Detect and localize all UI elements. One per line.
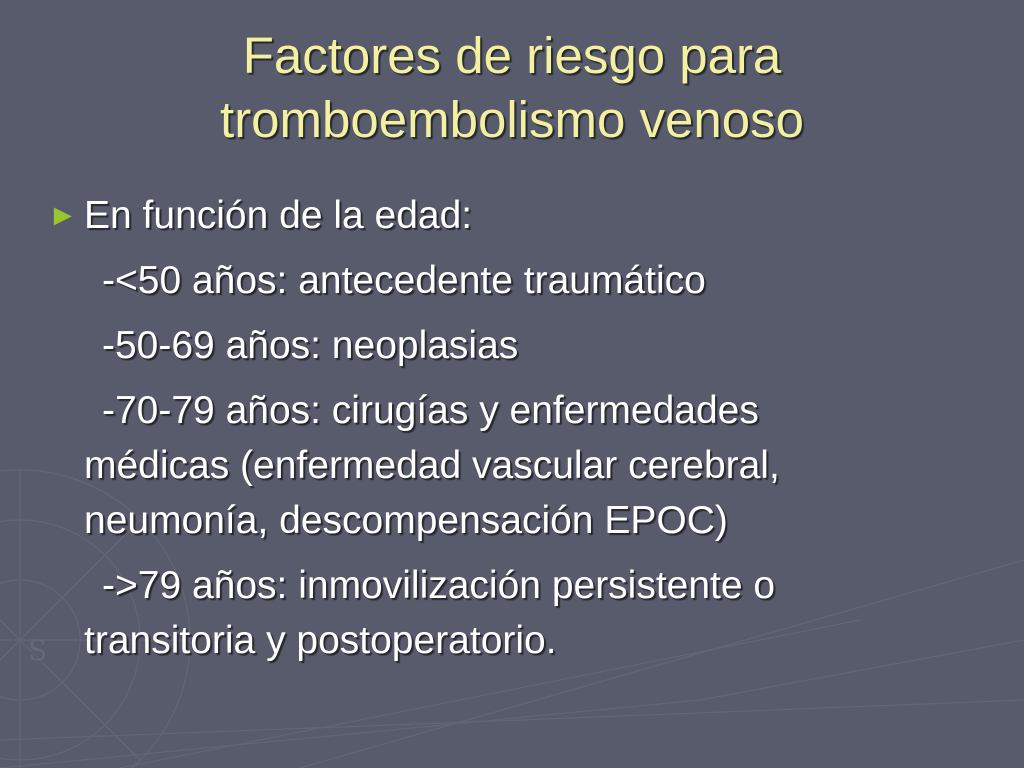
list-item-line: -50-69 años: neoplasias — [102, 324, 519, 367]
list-item — [84, 318, 964, 373]
list-item-line: -<50 años: antecedente traumático — [102, 259, 706, 302]
list-item-line: ->79 años: inmovilización persistente o — [102, 564, 776, 607]
list-item — [84, 383, 964, 548]
bullet-heading: En función de la edad: — [84, 194, 473, 237]
list-item-line: transitoria y postoperatorio. — [84, 619, 557, 662]
slide-title — [60, 24, 964, 152]
slide-body — [84, 188, 964, 668]
title-line: Factores de riesgo para — [242, 27, 782, 84]
title-line: tromboembolismo venoso — [220, 91, 804, 148]
list-item-line: neumonía, descompensación EPOC) — [84, 499, 728, 542]
svg-text:S: S — [28, 634, 48, 667]
arrow-bullet-icon: ► — [48, 199, 78, 232]
list-item — [84, 558, 964, 668]
list-item-line: -70-79 años: cirugías y enfermedades — [102, 389, 759, 432]
list-item-line: médicas (enfermedad vascular cerebral, — [84, 444, 780, 487]
list-item — [84, 253, 964, 308]
